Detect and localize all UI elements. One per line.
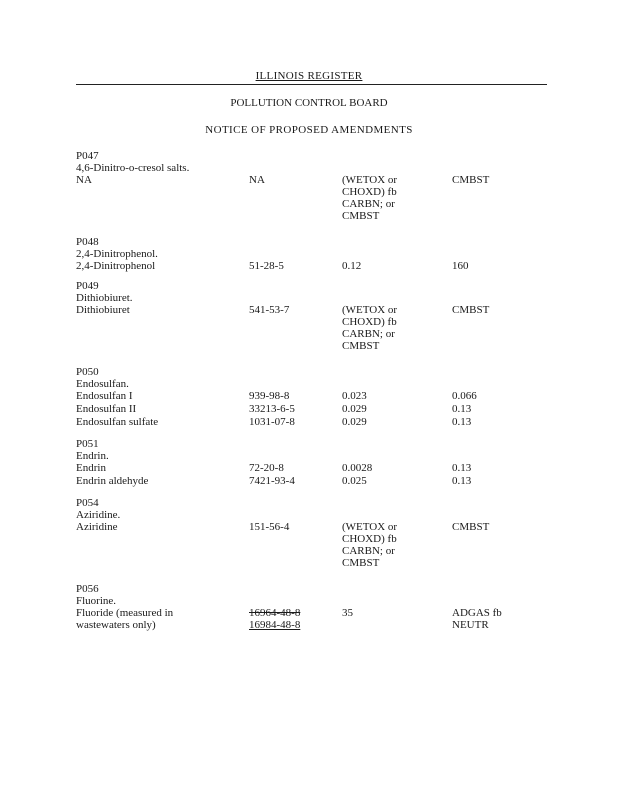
wastewater-standard: 0.0028: [342, 462, 373, 474]
nonwastewater-standard: CMBST: [452, 304, 490, 316]
cas-number: 72-20-8: [249, 462, 284, 474]
constituent: [76, 607, 249, 631]
wastewater-standard: 35: [342, 607, 353, 619]
waste-name: Endrin.: [76, 450, 109, 462]
table-row: [76, 416, 556, 428]
waste-name: Dithiobiuret.: [76, 292, 133, 304]
nonwastewater-standard: 0.13: [452, 403, 472, 415]
nonwastewater-standard: CMBST: [452, 521, 490, 533]
constituent: Endosulfan sulfate: [76, 416, 159, 428]
nonwastewater-standard: 0.13: [452, 416, 472, 428]
table-row: [76, 403, 556, 415]
wastewater-standard: [342, 521, 452, 569]
cas-number: 939-98-8: [249, 390, 290, 402]
cas-number: 51-28-5: [249, 260, 284, 272]
board-name: POLLUTION CONTROL BOARD: [230, 97, 388, 109]
text-line: NEUTR: [452, 619, 489, 631]
wastewater-standard: [342, 174, 452, 222]
waste-name: Fluorine.: [76, 595, 117, 607]
constituent: Dithiobiuret: [76, 304, 130, 316]
waste-name: 2,4-Dinitrophenol.: [76, 248, 158, 260]
table-row: [76, 174, 556, 222]
text-line: CHOXD) fb: [342, 533, 397, 545]
waste-name: Aziridine.: [76, 509, 121, 521]
text-line: CHOXD) fb: [342, 316, 397, 328]
cas-number: 541-53-7: [249, 304, 290, 316]
cas-number: [249, 607, 342, 631]
wastewater-standard: 0.12: [342, 260, 362, 272]
nonwastewater-standard: CMBST: [452, 174, 490, 186]
waste-code: P047: [76, 150, 99, 162]
waste-entry-p051: [76, 438, 556, 487]
header-rule: [76, 84, 547, 85]
constituent: Endosulfan II: [76, 403, 137, 415]
text-line: CMBST: [342, 557, 380, 569]
cas-number: 33213-6-5: [249, 403, 295, 415]
waste-table: [76, 150, 556, 631]
cas-number: 151-56-4: [249, 521, 290, 533]
text-line: CMBST: [342, 340, 380, 352]
table-row: [76, 462, 556, 474]
nonwastewater-standard: 0.066: [452, 390, 477, 402]
constituent: Endrin: [76, 462, 106, 474]
table-row: [76, 475, 556, 487]
notice-title: NOTICE OF PROPOSED AMENDMENTS: [205, 124, 413, 136]
waste-entry-p047: [76, 150, 556, 222]
nonwastewater-standard: 160: [452, 260, 469, 272]
waste-name: Endosulfan.: [76, 378, 129, 390]
text-line: (WETOX or: [342, 304, 398, 316]
wastewater-standard: 0.023: [342, 390, 367, 402]
wastewater-standard: [342, 304, 452, 352]
waste-entry-p056: [76, 583, 556, 631]
register-title: ILLINOIS REGISTER: [255, 70, 363, 82]
constituent: 2,4-Dinitrophenol: [76, 260, 156, 272]
text-line: CARBN; or: [342, 328, 395, 340]
cas-number-inserted: 16984-48-8: [249, 619, 301, 631]
text-line: Fluoride (measured in: [76, 607, 174, 619]
text-line: wastewaters only): [76, 619, 156, 631]
text-line: (WETOX or: [342, 174, 398, 186]
text-line: CARBN; or: [342, 198, 395, 210]
waste-code: P048: [76, 236, 99, 248]
nonwastewater-standard: 0.13: [452, 475, 472, 487]
constituent: Endosulfan I: [76, 390, 133, 402]
text-line: (WETOX or: [342, 521, 398, 533]
waste-entry-p050: [76, 366, 556, 428]
nonwastewater-standard: 0.13: [452, 462, 472, 474]
table-row: [76, 390, 556, 402]
text-line: CMBST: [342, 210, 380, 222]
waste-name: 4,6-Dinitro-o-cresol salts.: [76, 162, 190, 174]
cas-number: NA: [249, 174, 265, 186]
cas-number: 1031-07-8: [249, 416, 295, 428]
text-line: ADGAS fb: [452, 607, 502, 619]
wastewater-standard: 0.025: [342, 475, 367, 487]
wastewater-standard: 0.029: [342, 416, 367, 428]
waste-code: P050: [76, 366, 99, 378]
waste-code: P051: [76, 438, 99, 450]
waste-entry-p048: [76, 236, 556, 272]
nonwastewater-standard: [452, 607, 552, 631]
waste-code: P049: [76, 280, 99, 292]
table-row: [76, 607, 556, 631]
table-row: [76, 521, 556, 569]
cas-number-deleted: 16964-48-8: [249, 607, 301, 619]
constituent: NA: [76, 174, 92, 186]
constituent: Aziridine: [76, 521, 118, 533]
wastewater-standard: 0.029: [342, 403, 367, 415]
table-row: [76, 304, 556, 352]
waste-code: P054: [76, 497, 99, 509]
text-line: CARBN; or: [342, 545, 395, 557]
table-row: [76, 260, 556, 272]
constituent: Endrin aldehyde: [76, 475, 149, 487]
waste-entry-p049: [76, 280, 556, 352]
waste-code: P056: [76, 583, 99, 595]
waste-entry-p054: [76, 497, 556, 569]
text-line: CHOXD) fb: [342, 186, 397, 198]
cas-number: 7421-93-4: [249, 475, 295, 487]
